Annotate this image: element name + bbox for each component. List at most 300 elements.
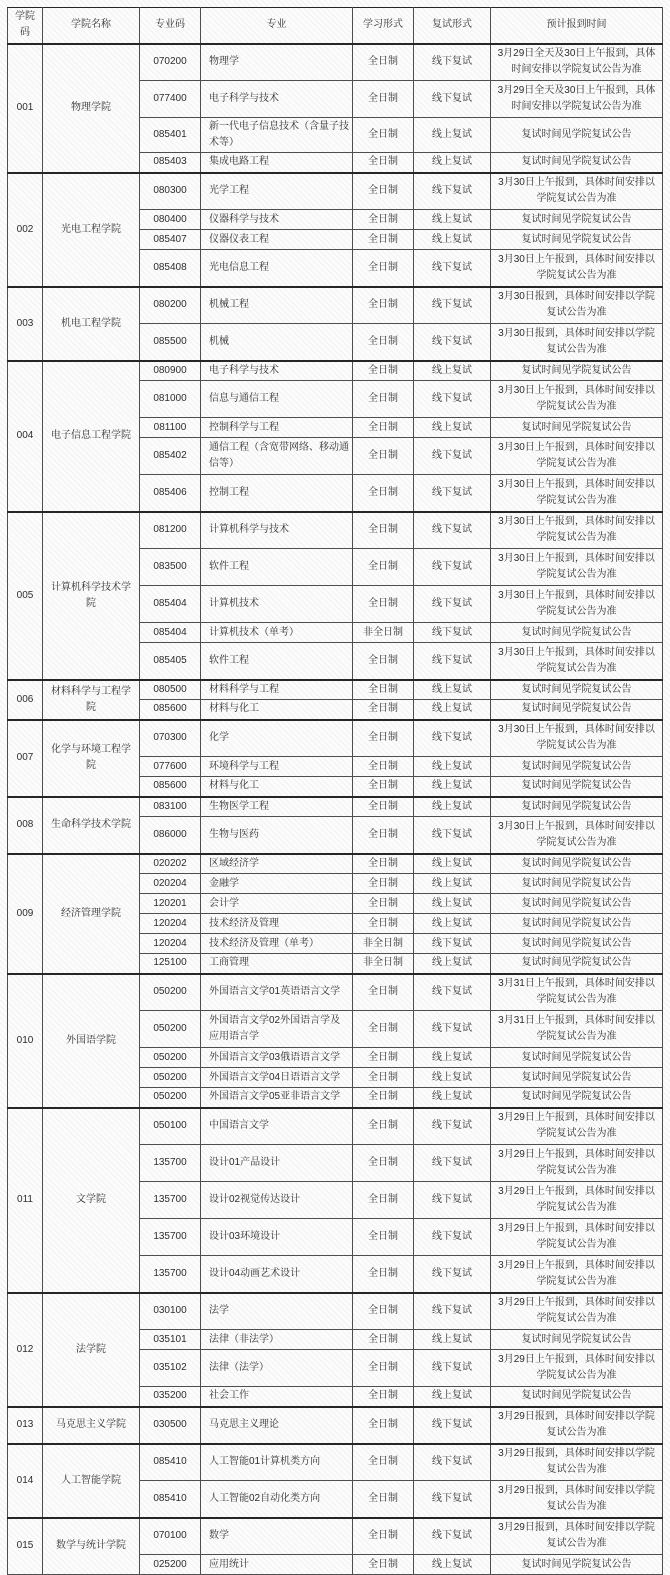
- study-form-cell: 全日制: [353, 777, 414, 797]
- report-time-cell: 复试时间见学院复试公告: [491, 153, 663, 173]
- major-name-cell: 技术经济及管理（单考）: [201, 934, 353, 954]
- study-form-cell: 全日制: [353, 854, 414, 874]
- study-form-cell: 全日制: [353, 720, 414, 757]
- interview-form-cell: 线下复试: [414, 1011, 491, 1048]
- major-name-cell: 材料科学与工程: [201, 680, 353, 700]
- major-code-cell: 050200: [140, 1068, 201, 1088]
- interview-form-cell: 线上复试: [414, 1330, 491, 1350]
- report-time-cell: 复试时间见学院复试公告: [491, 914, 663, 934]
- study-form-cell: 全日制: [353, 797, 414, 817]
- interview-form-cell: 线下复试: [414, 623, 491, 643]
- study-form-cell: 全日制: [353, 1088, 414, 1108]
- report-time-cell: 复试时间见学院复试公告: [491, 894, 663, 914]
- major-code-cell: 035200: [140, 1387, 201, 1407]
- major-code-cell: 085408: [140, 250, 201, 287]
- major-name-cell: 法学: [201, 1293, 353, 1330]
- study-form-cell: 全日制: [353, 1108, 414, 1145]
- major-code-cell: 080500: [140, 680, 201, 700]
- major-name-cell: 机械工程: [201, 287, 353, 324]
- report-time-cell: 复试时间见学院复试公告: [491, 210, 663, 230]
- study-form-cell: 全日制: [353, 1182, 414, 1219]
- major-code-cell: 080200: [140, 287, 201, 324]
- college-name-cell: 外国语学院: [43, 974, 140, 1108]
- report-time-cell: 3月30日上午报到，具体时间安排以学院复试公告为准: [491, 720, 663, 757]
- report-time-cell: 3月30日上午报到，具体时间安排以学院复试公告为准: [491, 438, 663, 475]
- college-name-cell: 马克思主义学院: [43, 1407, 140, 1444]
- report-time-cell: 3月30日报到，具体时间安排以学院复试公告为准: [491, 287, 663, 324]
- report-time-cell: 复试时间见学院复试公告: [491, 777, 663, 797]
- report-time-cell: 复试时间见学院复试公告: [491, 954, 663, 974]
- report-time-cell: 3月30日上午报到，具体时间安排以学院复试公告为准: [491, 475, 663, 512]
- college-code-cell: 011: [8, 1108, 43, 1293]
- major-code-cell: 083500: [140, 549, 201, 586]
- report-time-cell: 3月29日上午报到，具体时间安排以学院复试公告为准: [491, 1219, 663, 1256]
- study-form-cell: 全日制: [353, 1219, 414, 1256]
- major-name-cell: 控制工程: [201, 475, 353, 512]
- interview-form-cell: 线上复试: [414, 118, 491, 153]
- study-form-cell: 全日制: [353, 1407, 414, 1444]
- major-name-cell: 外国语言文学02外国语言学及应用语言学: [201, 1011, 353, 1048]
- interview-form-cell: 线上复试: [414, 954, 491, 974]
- major-name-cell: 设计04动画艺术设计: [201, 1256, 353, 1293]
- major-name-cell: 外国语言文学01英语语言文学: [201, 974, 353, 1011]
- study-form-cell: 全日制: [353, 1256, 414, 1293]
- college-code-cell: 006: [8, 680, 43, 720]
- major-code-cell: 085600: [140, 700, 201, 720]
- major-code-cell: 081000: [140, 381, 201, 418]
- report-time-cell: 3月31日上午报到，具体时间安排以学院复试公告为准: [491, 1011, 663, 1048]
- study-form-cell: 全日制: [353, 250, 414, 287]
- major-row: [8, 974, 663, 1011]
- study-form-cell: 全日制: [353, 1145, 414, 1182]
- major-code-cell: 081200: [140, 512, 201, 549]
- major-code-cell: 125100: [140, 954, 201, 974]
- report-time-cell: 复试时间见学院复试公告: [491, 1330, 663, 1350]
- major-name-cell: 光学工程: [201, 173, 353, 210]
- interview-form-cell: 线上复试: [414, 1068, 491, 1088]
- college-name-cell: 材料科学与工程学院: [43, 680, 140, 720]
- major-name-cell: 社会工作: [201, 1387, 353, 1407]
- interview-form-cell: 线上复试: [414, 1088, 491, 1108]
- study-form-cell: 全日制: [353, 894, 414, 914]
- interview-form-cell: 线上复试: [414, 210, 491, 230]
- report-time-cell: 复试时间见学院复试公告: [491, 797, 663, 817]
- interview-form-cell: 线下复试: [414, 1481, 491, 1518]
- report-time-cell: 3月30日上午报到，具体时间安排以学院复试公告为准: [491, 381, 663, 418]
- study-form-cell: 全日制: [353, 700, 414, 720]
- college-name-cell: 生命科学技术学院: [43, 797, 140, 854]
- table-header-row: [8, 8, 663, 44]
- study-form-cell: 全日制: [353, 914, 414, 934]
- study-form-cell: 全日制: [353, 81, 414, 118]
- interview-form-cell: 线下复试: [414, 720, 491, 757]
- header-cell-report-time: 预计报到时间: [491, 8, 663, 44]
- interview-form-cell: 线下复试: [414, 512, 491, 549]
- report-time-cell: 复试时间见学院复试公告: [491, 934, 663, 954]
- major-row: [8, 680, 663, 700]
- report-time-cell: 3月29日上午报到，具体时间安排以学院复试公告为准: [491, 1108, 663, 1145]
- major-name-cell: 计算机技术（单考）: [201, 623, 353, 643]
- report-time-cell: 复试时间见学院复试公告: [491, 1068, 663, 1088]
- interview-form-cell: 线上复试: [414, 874, 491, 894]
- major-name-cell: 电子科学与技术: [201, 81, 353, 118]
- study-form-cell: 全日制: [353, 1293, 414, 1330]
- interview-form-cell: 线上复试: [414, 797, 491, 817]
- report-time-cell: 3月29日报到，具体时间安排以学院复试公告为准: [491, 1407, 663, 1444]
- major-name-cell: 控制科学与工程: [201, 418, 353, 438]
- major-code-cell: 120204: [140, 914, 201, 934]
- major-code-cell: 050200: [140, 1011, 201, 1048]
- college-code-cell: 012: [8, 1293, 43, 1407]
- major-code-cell: 035102: [140, 1350, 201, 1387]
- college-code-cell: 009: [8, 854, 43, 974]
- study-form-cell: 全日制: [353, 438, 414, 475]
- interview-form-cell: 线上复试: [414, 361, 491, 381]
- report-time-cell: 3月29日报到，具体时间安排以学院复试公告为准: [491, 1444, 663, 1481]
- study-form-cell: 全日制: [353, 1068, 414, 1088]
- major-name-cell: 软件工程: [201, 549, 353, 586]
- major-row: [8, 797, 663, 817]
- interview-form-cell: 线上复试: [414, 153, 491, 173]
- major-name-cell: 电子科学与技术: [201, 361, 353, 381]
- major-name-cell: 法律（非法学）: [201, 1330, 353, 1350]
- major-name-cell: 通信工程（含宽带网络、移动通信等）: [201, 438, 353, 475]
- major-code-cell: 080900: [140, 361, 201, 381]
- major-code-cell: 135700: [140, 1145, 201, 1182]
- college-code-cell: 013: [8, 1407, 43, 1444]
- major-code-cell: 086000: [140, 817, 201, 854]
- major-name-cell: 集成电路工程: [201, 153, 353, 173]
- interview-form-cell: 线下复试: [414, 1145, 491, 1182]
- major-code-cell: 085406: [140, 475, 201, 512]
- study-form-cell: 全日制: [353, 287, 414, 324]
- study-form-cell: 全日制: [353, 210, 414, 230]
- major-row: [8, 44, 663, 81]
- college-code-cell: 001: [8, 44, 43, 173]
- major-row: [8, 720, 663, 757]
- major-name-cell: 仪器仪表工程: [201, 230, 353, 250]
- study-form-cell: 非全日制: [353, 623, 414, 643]
- interview-form-cell: 线下复试: [414, 81, 491, 118]
- report-time-cell: 3月30日上午报到，具体时间安排以学院复试公告为准: [491, 549, 663, 586]
- major-name-cell: 环境科学与工程: [201, 757, 353, 777]
- interview-form-cell: 线上复试: [414, 1555, 491, 1575]
- major-row: [8, 512, 663, 549]
- major-row: [8, 287, 663, 324]
- major-name-cell: 仪器科学与技术: [201, 210, 353, 230]
- study-form-cell: 全日制: [353, 817, 414, 854]
- study-form-cell: 全日制: [353, 324, 414, 361]
- major-name-cell: 金融学: [201, 874, 353, 894]
- header-cell-college-name: 学院名称: [43, 8, 140, 44]
- interview-form-cell: 线下复试: [414, 250, 491, 287]
- interview-form-cell: 线上复试: [414, 914, 491, 934]
- major-code-cell: 077400: [140, 81, 201, 118]
- major-code-cell: 135700: [140, 1256, 201, 1293]
- study-form-cell: 全日制: [353, 1011, 414, 1048]
- interview-form-cell: 线下复试: [414, 1219, 491, 1256]
- interview-form-cell: 线下复试: [414, 1518, 491, 1555]
- major-name-cell: 计算机技术: [201, 586, 353, 623]
- interview-form-cell: 线下复试: [414, 324, 491, 361]
- report-time-cell: 复试时间见学院复试公告: [491, 854, 663, 874]
- study-form-cell: 全日制: [353, 361, 414, 381]
- interview-form-cell: 线下复试: [414, 475, 491, 512]
- major-name-cell: 外国语言文学05亚非语言文学: [201, 1088, 353, 1108]
- major-code-cell: 085401: [140, 118, 201, 153]
- report-time-cell: 复试时间见学院复试公告: [491, 757, 663, 777]
- major-name-cell: 工商管理: [201, 954, 353, 974]
- report-time-cell: 3月29日上午报到，具体时间安排以学院复试公告为准: [491, 1256, 663, 1293]
- major-name-cell: 法律（法学）: [201, 1350, 353, 1387]
- report-time-cell: 复试时间见学院复试公告: [491, 1048, 663, 1068]
- header-cell-major: 专业: [201, 8, 353, 44]
- major-name-cell: 区域经济学: [201, 854, 353, 874]
- interview-form-cell: 线下复试: [414, 1256, 491, 1293]
- study-form-cell: 全日制: [353, 381, 414, 418]
- study-form-cell: 全日制: [353, 1555, 414, 1575]
- major-name-cell: 信息与通信工程: [201, 381, 353, 418]
- major-code-cell: 135700: [140, 1182, 201, 1219]
- report-time-cell: 复试时间见学院复试公告: [491, 118, 663, 153]
- college-code-cell: 015: [8, 1518, 43, 1575]
- major-name-cell: 外国语言文学03俄语语言文学: [201, 1048, 353, 1068]
- study-form-cell: 全日制: [353, 1444, 414, 1481]
- major-code-cell: 070200: [140, 44, 201, 81]
- interview-form-cell: 线下复试: [414, 287, 491, 324]
- interview-form-cell: 线下复试: [414, 1293, 491, 1330]
- college-code-cell: 014: [8, 1444, 43, 1518]
- report-time-cell: 3月30日报到，具体时间安排以学院复试公告为准: [491, 324, 663, 361]
- report-time-cell: 复试时间见学院复试公告: [491, 230, 663, 250]
- interview-form-cell: 线上复试: [414, 418, 491, 438]
- college-code-cell: 007: [8, 720, 43, 797]
- report-time-cell: 3月29日上午报到，具体时间安排以学院复试公告为准: [491, 1182, 663, 1219]
- interview-form-cell: 线下复试: [414, 643, 491, 680]
- report-time-cell: 3月29日报到，具体时间安排以学院复试公告为准: [491, 1518, 663, 1555]
- major-code-cell: 120204: [140, 934, 201, 954]
- interview-form-cell: 线下复试: [414, 974, 491, 1011]
- report-time-cell: 3月29日上午报到，具体时间安排以学院复试公告为准: [491, 1293, 663, 1330]
- interview-schedule-table: [7, 7, 663, 1575]
- major-row: [8, 1518, 663, 1555]
- report-time-cell: 3月29日报到，具体时间安排以学院复试公告为准: [491, 1481, 663, 1518]
- major-name-cell: 新一代电子信息技术（含量子技术等）: [201, 118, 353, 153]
- major-code-cell: 070100: [140, 1518, 201, 1555]
- interview-form-cell: 线上复试: [414, 894, 491, 914]
- college-name-cell: 化学与环境工程学院: [43, 720, 140, 797]
- major-code-cell: 081100: [140, 418, 201, 438]
- report-time-cell: 3月30日上午报到，具体时间安排以学院复试公告为准: [491, 173, 663, 210]
- interview-form-cell: 线下复试: [414, 586, 491, 623]
- header-cell-study-form: 学习形式: [353, 8, 414, 44]
- major-code-cell: 030500: [140, 1407, 201, 1444]
- major-name-cell: 设计02视觉传达设计: [201, 1182, 353, 1219]
- report-time-cell: 复试时间见学院复试公告: [491, 874, 663, 894]
- major-code-cell: 085500: [140, 324, 201, 361]
- interview-form-cell: 线上复试: [414, 700, 491, 720]
- major-row: [8, 854, 663, 874]
- college-name-cell: 物理学院: [43, 44, 140, 173]
- interview-form-cell: 线上复试: [414, 230, 491, 250]
- study-form-cell: 全日制: [353, 475, 414, 512]
- major-code-cell: 020204: [140, 874, 201, 894]
- study-form-cell: 全日制: [353, 874, 414, 894]
- major-code-cell: 085410: [140, 1444, 201, 1481]
- study-form-cell: 全日制: [353, 230, 414, 250]
- report-time-cell: 3月30日上午报到，具体时间安排以学院复试公告为准: [491, 817, 663, 854]
- interview-form-cell: 线下复试: [414, 1407, 491, 1444]
- report-time-cell: 复试时间见学院复试公告: [491, 700, 663, 720]
- college-name-cell: 电子信息工程学院: [43, 361, 140, 512]
- study-form-cell: 全日制: [353, 549, 414, 586]
- report-time-cell: 3月30日上午报到，具体时间安排以学院复试公告为准: [491, 512, 663, 549]
- study-form-cell: 全日制: [353, 118, 414, 153]
- major-code-cell: 070300: [140, 720, 201, 757]
- college-name-cell: 数学与统计学院: [43, 1518, 140, 1575]
- study-form-cell: 全日制: [353, 757, 414, 777]
- major-code-cell: 085410: [140, 1481, 201, 1518]
- major-name-cell: 技术经济及管理: [201, 914, 353, 934]
- major-code-cell: 050200: [140, 974, 201, 1011]
- study-form-cell: 全日制: [353, 1350, 414, 1387]
- major-row: [8, 361, 663, 381]
- study-form-cell: 全日制: [353, 153, 414, 173]
- major-code-cell: 050200: [140, 1088, 201, 1108]
- table-header: [8, 8, 663, 44]
- interview-form-cell: 线下复试: [414, 817, 491, 854]
- major-name-cell: 生物医学工程: [201, 797, 353, 817]
- major-name-cell: 机械: [201, 324, 353, 361]
- major-code-cell: 030100: [140, 1293, 201, 1330]
- major-name-cell: 设计01产品设计: [201, 1145, 353, 1182]
- major-name-cell: 人工智能02自动化类方向: [201, 1481, 353, 1518]
- interview-form-cell: 线下复试: [414, 1182, 491, 1219]
- college-name-cell: 光电工程学院: [43, 173, 140, 287]
- interview-form-cell: 线下复试: [414, 549, 491, 586]
- study-form-cell: 全日制: [353, 974, 414, 1011]
- study-form-cell: 全日制: [353, 1387, 414, 1407]
- major-name-cell: 会计学: [201, 894, 353, 914]
- report-time-cell: 3月29日上午报到，具体时间安排以学院复试公告为准: [491, 1350, 663, 1387]
- report-time-cell: 复试时间见学院复试公告: [491, 361, 663, 381]
- report-time-cell: 3月30日上午报到，具体时间安排以学院复试公告为准: [491, 250, 663, 287]
- major-code-cell: 085405: [140, 643, 201, 680]
- major-name-cell: 外国语言文学04日语语言文学: [201, 1068, 353, 1088]
- major-code-cell: 025200: [140, 1555, 201, 1575]
- study-form-cell: 全日制: [353, 1048, 414, 1068]
- interview-form-cell: 线下复试: [414, 1108, 491, 1145]
- major-name-cell: 人工智能01计算机类方向: [201, 1444, 353, 1481]
- major-name-cell: 软件工程: [201, 643, 353, 680]
- major-name-cell: 设计03环境设计: [201, 1219, 353, 1256]
- major-code-cell: 085403: [140, 153, 201, 173]
- interview-form-cell: 线上复试: [414, 1387, 491, 1407]
- major-name-cell: 应用统计: [201, 1555, 353, 1575]
- study-form-cell: 全日制: [353, 1518, 414, 1555]
- study-form-cell: 全日制: [353, 643, 414, 680]
- college-name-cell: 计算机科学技术学院: [43, 512, 140, 680]
- major-code-cell: 083100: [140, 797, 201, 817]
- major-name-cell: 马克思主义理论: [201, 1407, 353, 1444]
- major-row: [8, 1407, 663, 1444]
- header-cell-major-code: 专业码: [140, 8, 201, 44]
- interview-form-cell: 线上复试: [414, 680, 491, 700]
- major-name-cell: 数学: [201, 1518, 353, 1555]
- major-name-cell: 材料与化工: [201, 700, 353, 720]
- college-name-cell: 人工智能学院: [43, 1444, 140, 1518]
- major-name-cell: 中国语言文学: [201, 1108, 353, 1145]
- major-name-cell: 光电信息工程: [201, 250, 353, 287]
- interview-form-cell: 线下复试: [414, 1350, 491, 1387]
- header-cell-interview-form: 复试形式: [414, 8, 491, 44]
- interview-form-cell: 线下复试: [414, 173, 491, 210]
- college-code-cell: 010: [8, 974, 43, 1108]
- major-code-cell: 085404: [140, 586, 201, 623]
- study-form-cell: 非全日制: [353, 954, 414, 974]
- interview-form-cell: 线下复试: [414, 381, 491, 418]
- study-form-cell: 全日制: [353, 44, 414, 81]
- study-form-cell: 全日制: [353, 512, 414, 549]
- study-form-cell: 全日制: [353, 418, 414, 438]
- report-time-cell: 复试时间见学院复试公告: [491, 1387, 663, 1407]
- interview-form-cell: 线下复试: [414, 934, 491, 954]
- college-code-cell: 004: [8, 361, 43, 512]
- report-time-cell: 3月29日全天及30日上午报到，具体时间安排以学院复试公告为准: [491, 44, 663, 81]
- major-code-cell: 080400: [140, 210, 201, 230]
- college-code-cell: 003: [8, 287, 43, 361]
- major-code-cell: 135700: [140, 1219, 201, 1256]
- college-name-cell: 文学院: [43, 1108, 140, 1293]
- major-row: [8, 1293, 663, 1330]
- interview-form-cell: 线下复试: [414, 438, 491, 475]
- header-cell-college-code: 学院码: [8, 8, 43, 44]
- report-time-cell: 3月29日全天及30日上午报到，具体时间安排以学院复试公告为准: [491, 81, 663, 118]
- report-time-cell: 复试时间见学院复试公告: [491, 1088, 663, 1108]
- major-name-cell: 化学: [201, 720, 353, 757]
- report-time-cell: 复试时间见学院复试公告: [491, 1555, 663, 1575]
- major-row: [8, 1444, 663, 1481]
- study-form-cell: 全日制: [353, 1330, 414, 1350]
- study-form-cell: 全日制: [353, 1481, 414, 1518]
- major-name-cell: 物理学: [201, 44, 353, 81]
- report-time-cell: 3月31日上午报到，具体时间安排以学院复试公告为准: [491, 974, 663, 1011]
- major-code-cell: 050200: [140, 1048, 201, 1068]
- college-code-cell: 002: [8, 173, 43, 287]
- major-code-cell: 085402: [140, 438, 201, 475]
- major-code-cell: 080300: [140, 173, 201, 210]
- major-row: [8, 1108, 663, 1145]
- major-code-cell: 020202: [140, 854, 201, 874]
- study-form-cell: 全日制: [353, 680, 414, 700]
- interview-form-cell: 线下复试: [414, 1444, 491, 1481]
- interview-form-cell: 线上复试: [414, 777, 491, 797]
- interview-form-cell: 线下复试: [414, 44, 491, 81]
- college-name-cell: 经济管理学院: [43, 854, 140, 974]
- major-name-cell: 生物与医药: [201, 817, 353, 854]
- major-code-cell: 035101: [140, 1330, 201, 1350]
- report-time-cell: 3月29日上午报到，具体时间安排以学院复试公告为准: [491, 1145, 663, 1182]
- major-code-cell: 050100: [140, 1108, 201, 1145]
- major-code-cell: 120201: [140, 894, 201, 914]
- table-body: [8, 44, 663, 1575]
- report-time-cell: 复试时间见学院复试公告: [491, 680, 663, 700]
- college-code-cell: 005: [8, 512, 43, 680]
- college-code-cell: 008: [8, 797, 43, 854]
- major-name-cell: 材料与化工: [201, 777, 353, 797]
- study-form-cell: 全日制: [353, 173, 414, 210]
- report-time-cell: 3月30日上午报到，具体时间安排以学院复试公告为准: [491, 643, 663, 680]
